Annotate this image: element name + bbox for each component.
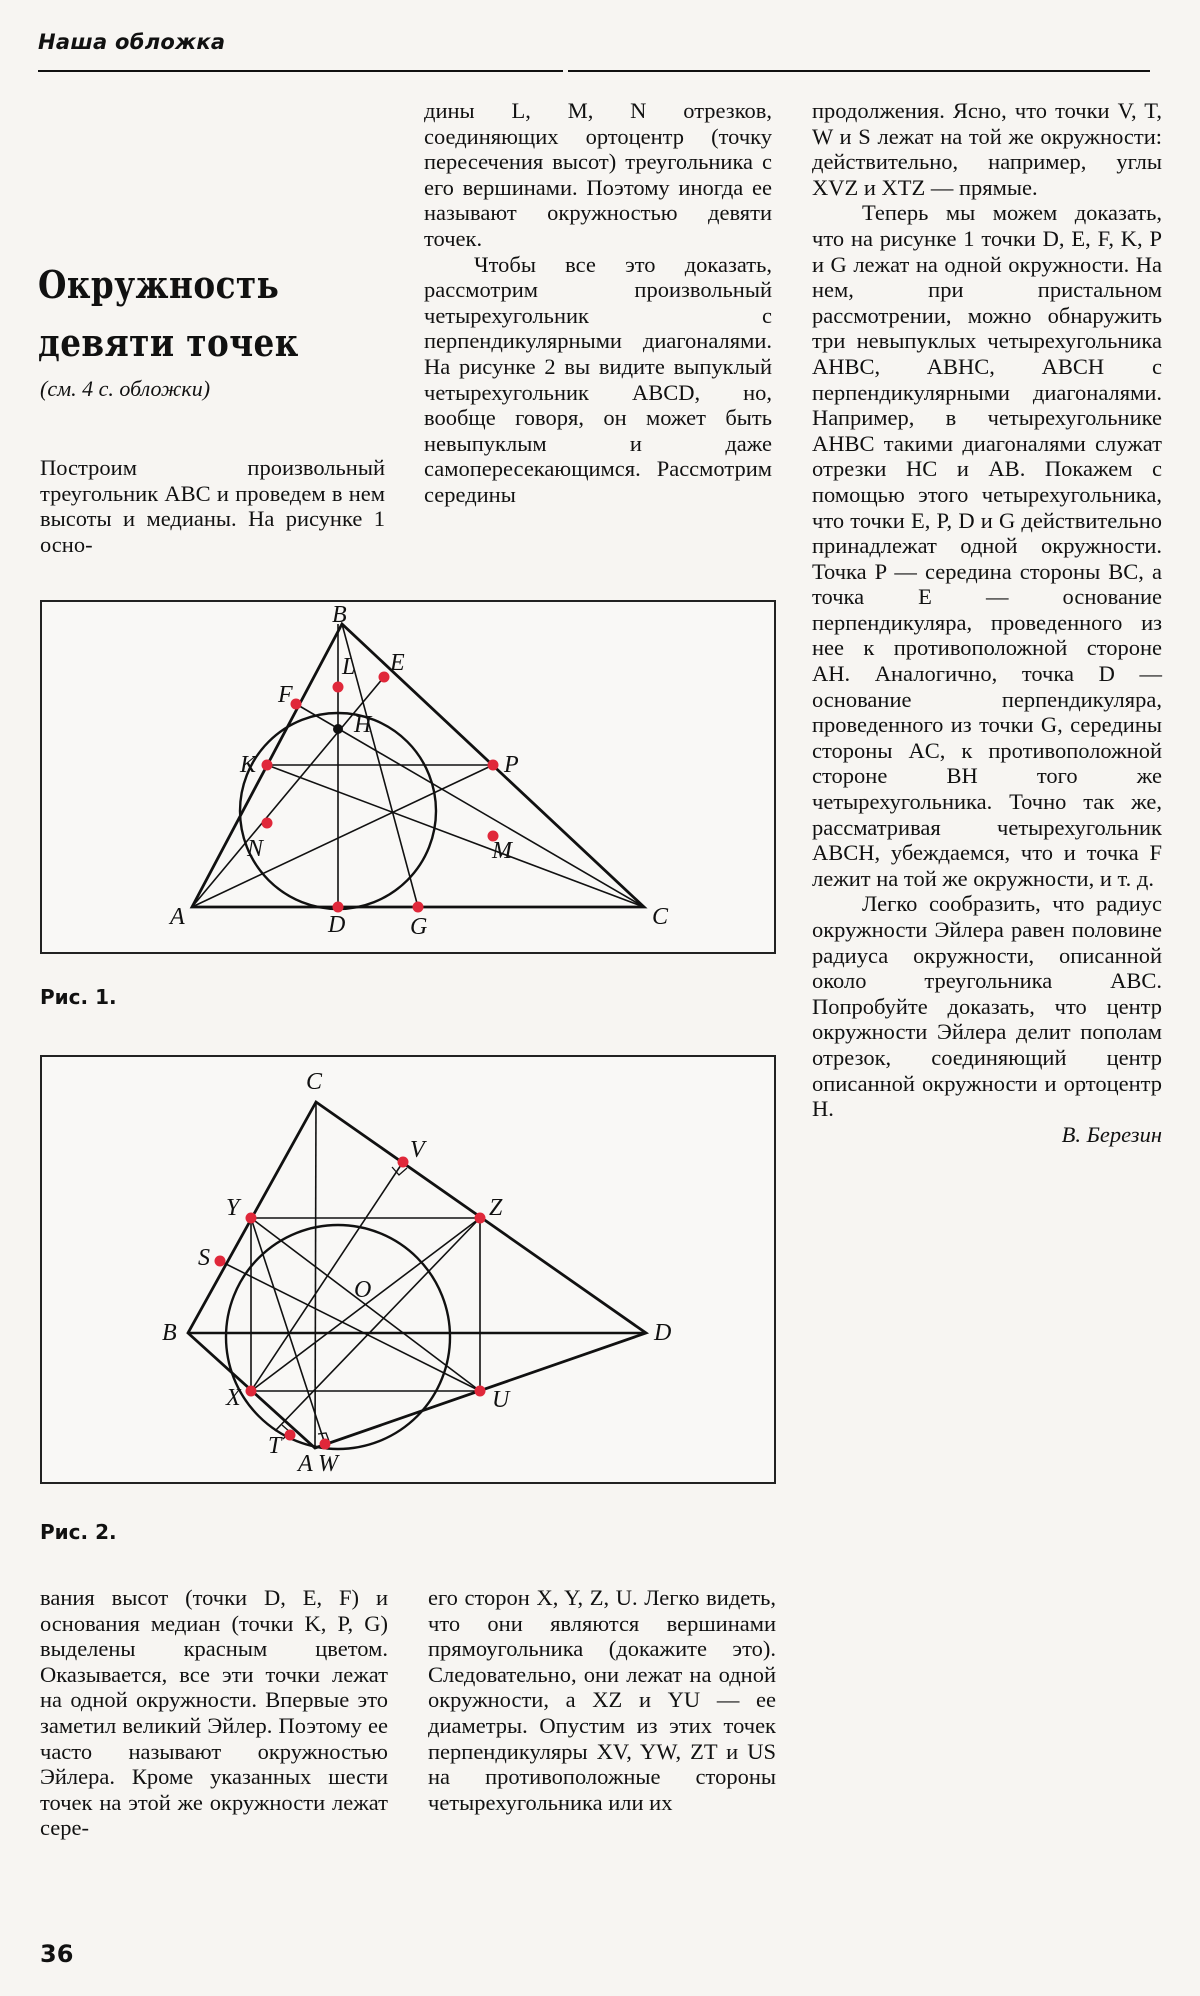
bottom-middle-paragraph: его сторон X, Y, Z, U. Легко видеть, что они являются вершинами прямоугольника (докажите это). Следовательно, они лежат на одной окружности, а XZ и YU — ее диаметры. Опустим из этих точек перпендикуляры XV, YW, ZT и US на противоположные стороны четырехугольника или их <box>428 1585 776 1815</box>
fig2-point-x <box>246 1386 257 1397</box>
fig2-label-z: Z <box>489 1195 503 1221</box>
fig2-point-y <box>246 1213 257 1224</box>
bottom-left-paragraph: вания высот (точки D, E, F) и основания медиан (точки K, P, G) выделены красным цветом. Оказывается, все эти точки лежат на одной окружности. Впервые это заметил великий Эйлер. Поэтому ее часто называют окружностью Эйлера. Кроме указанных шести точек на этой же окружности лежат сере- <box>40 1585 388 1841</box>
fig1-point-l <box>333 682 344 693</box>
fig2-label-s: S <box>198 1245 210 1271</box>
fig1-median-c <box>267 765 644 907</box>
middle-column-top <box>424 98 772 508</box>
right-column <box>812 98 1162 1147</box>
fig2-point-v <box>398 1157 409 1168</box>
title-line-2: девяти точек <box>38 320 299 365</box>
fig2-label-a: A <box>298 1451 313 1477</box>
title-line-1: Окружность <box>38 262 280 307</box>
fig2-point-w <box>320 1439 331 1450</box>
figure-1-caption: Рис. 1. <box>40 985 117 1009</box>
fig2-label-v: V <box>410 1137 425 1163</box>
fig1-label-f: F <box>278 682 293 708</box>
fig2-label-d: D <box>654 1320 672 1346</box>
fig1-point-d <box>333 902 344 913</box>
figure-1-diagram <box>42 602 774 952</box>
figure-2-diagram <box>42 1057 774 1482</box>
fig2-point-t <box>285 1430 296 1441</box>
right-paragraph-2: Теперь мы можем доказать, что на рисунке 1 точки D, E, F, K, P и G лежат на одной окружности. На нем, при пристальном рассмотрении, можно обнаружить три невыпуклых четырехугольника AHBC, ABHC, ABCH с перпендикулярными диагоналями. Например, в четырехугольнике AHBC такими диагоналями служат отрезки HC и AB. Покажем с помощью этого четырехугольника, что точки E, P, D и G действительно принадлежат одной окружности. Точка P — середина стороны BC, а точка E — основание перпендикуляра, проведенного из нее к противоположной стороне AH. Аналогично, точка D — основание перпендикуляра, проведенного из точки G, середины стороны AC, к противоположной стороне BH того же четырехугольника. Точно так же, рассматривая четырехугольник ABCH, убеждаемся, что и точка F лежит на той же окружности, и т. д. <box>812 200 1162 891</box>
middle-paragraph-2: Чтобы все это доказать, рассмотрим произвольный четырехугольник с перпендикулярными диагоналями. На рисунке 2 вы видите выпуклый четырехугольник ABCD, но, вообще говоря, он может быть невыпуклым и даже самопересекающимся. Рассмотрим середины <box>424 251 772 507</box>
fig1-label-c: C <box>652 904 669 930</box>
fig1-point-g <box>413 902 424 913</box>
fig1-label-p: P <box>504 752 519 778</box>
figure-1 <box>40 600 776 954</box>
fig1-label-g: G <box>410 914 428 940</box>
fig2-point-z <box>475 1213 486 1224</box>
fig2-label-t: T <box>268 1433 282 1459</box>
fig2-perp-yw <box>251 1218 325 1444</box>
fig1-altitude-c <box>296 704 644 907</box>
header-rule-left <box>38 70 563 72</box>
bottom-left-column <box>40 1585 388 1841</box>
fig2-perp-us <box>220 1261 480 1391</box>
intro-paragraph: Построим произвольный треугольник ABC и проведем в нем высоты и медианы. На рисунке 1 осно- <box>40 455 385 557</box>
fig2-label-y: Y <box>226 1195 240 1221</box>
page-number: 36 <box>40 1940 74 1968</box>
fig2-label-o: O <box>354 1277 372 1303</box>
fig1-label-b: B <box>332 602 347 628</box>
figure-2-caption: Рис. 2. <box>40 1520 117 1544</box>
bottom-middle-column <box>428 1585 776 1815</box>
fig2-point-u <box>475 1386 486 1397</box>
article-subtitle: (см. 4 с. обложки) <box>40 376 211 401</box>
fig1-point-h <box>333 724 343 734</box>
header-rule-right <box>568 70 1150 72</box>
fig2-label-x: X <box>226 1385 241 1411</box>
fig1-point-k <box>262 760 273 771</box>
fig2-point-s <box>215 1256 226 1267</box>
intro-column <box>40 455 385 557</box>
fig1-label-h: H <box>354 712 372 738</box>
right-paragraph-3: Легко сообразить, что радиус окружности Эйлера равен половине радиуса окружности, описанной около треугольника ABC. Попробуйте доказать, что центр окружности Эйлера делит пополам отрезок, соединяющий центр описанной окружности и ортоцентр H. <box>812 891 1162 1122</box>
fig2-diagonal-ca <box>315 1102 316 1448</box>
fig1-label-k: K <box>240 752 257 778</box>
fig2-perp-xv <box>251 1162 403 1391</box>
fig2-label-u: U <box>492 1387 510 1413</box>
fig1-label-m: M <box>492 838 512 864</box>
article-title <box>38 256 299 372</box>
fig1-label-a: A <box>170 904 185 930</box>
fig1-point-n <box>262 818 273 829</box>
middle-paragraph-1: дины L, M, N отрезков, соединяющих ортоцентр (точку пересечения высот) треугольника с его вершинами. Поэтому иногда ее называют окружностью девяти точек. <box>424 98 772 251</box>
fig1-label-e: E <box>390 650 405 676</box>
fig1-label-l: L <box>342 654 356 680</box>
fig2-label-b: B <box>162 1320 177 1346</box>
fig1-median-a <box>192 765 493 907</box>
fig1-point-p <box>488 760 499 771</box>
fig1-label-d: D <box>328 912 346 938</box>
section-header: Наша обложка <box>38 30 226 54</box>
fig2-label-w: W <box>318 1451 338 1477</box>
figure-2 <box>40 1055 776 1484</box>
fig1-label-n: N <box>247 836 264 862</box>
fig1-point-e <box>379 672 390 683</box>
right-paragraph-1: продолжения. Ясно, что точки V, T, W и S лежат на той же окружности: действительно, например, углы XVZ и XTZ — прямые. <box>812 98 1162 200</box>
fig2-label-c: C <box>306 1069 323 1095</box>
author-signature: В. Березин <box>1061 1121 1162 1147</box>
